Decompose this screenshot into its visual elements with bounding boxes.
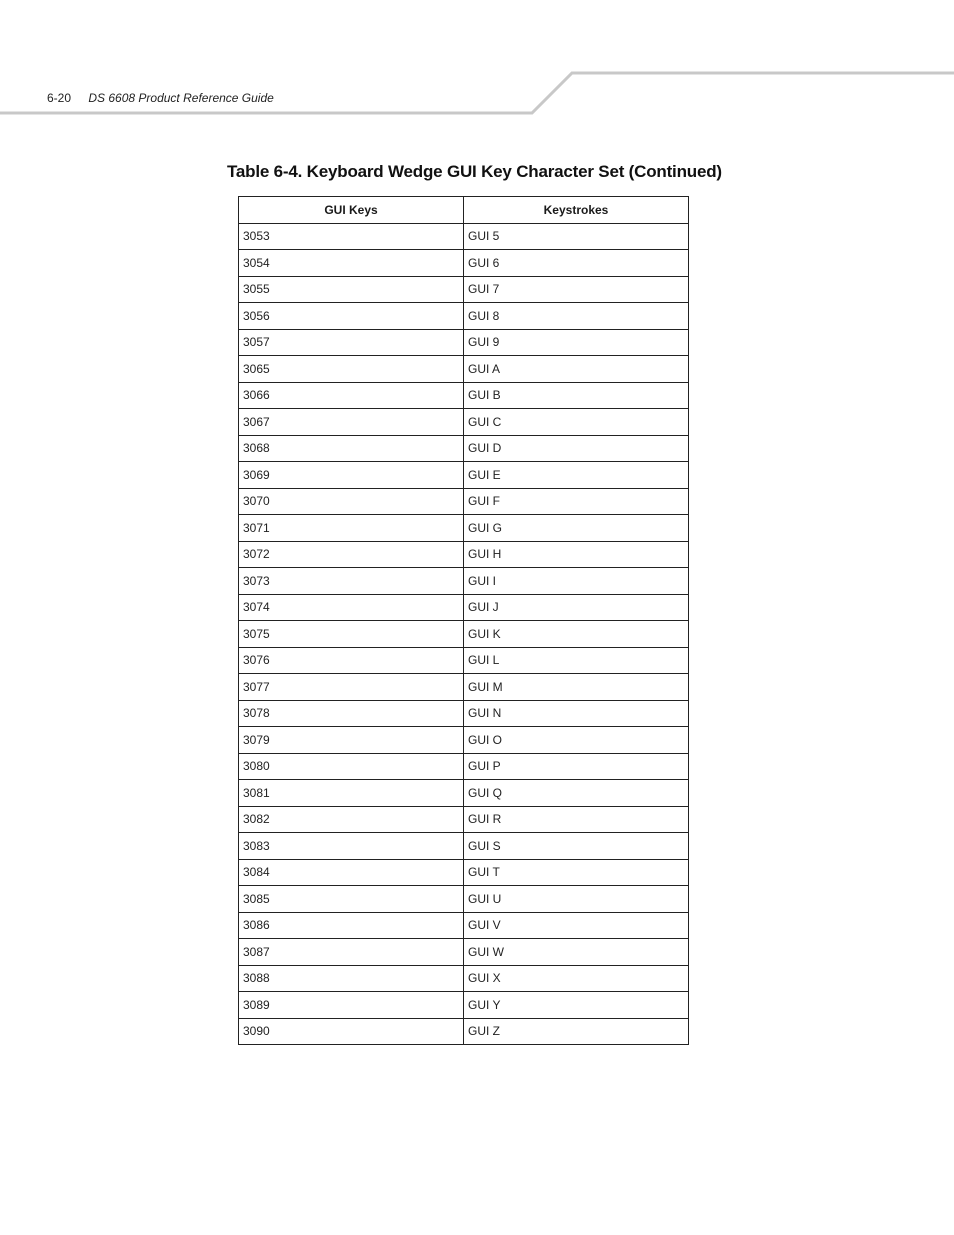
keystroke-cell: GUI I	[464, 568, 689, 595]
table-header-row	[239, 197, 689, 224]
gui-key-cell: 3085	[239, 886, 464, 913]
keystroke-cell: GUI Y	[464, 992, 689, 1019]
table-row	[239, 992, 689, 1019]
table-row	[239, 329, 689, 356]
gui-key-cell: 3074	[239, 594, 464, 621]
gui-key-cell: 3055	[239, 276, 464, 303]
keystroke-cell: GUI D	[464, 435, 689, 462]
gui-key-cell: 3076	[239, 647, 464, 674]
gui-key-cell: 3081	[239, 780, 464, 807]
keystroke-cell: GUI X	[464, 965, 689, 992]
table-row	[239, 488, 689, 515]
keystroke-cell: GUI J	[464, 594, 689, 621]
table-row	[239, 250, 689, 277]
table-row	[239, 965, 689, 992]
gui-key-cell: 3065	[239, 356, 464, 383]
keystroke-cell: GUI M	[464, 674, 689, 701]
table-row	[239, 939, 689, 966]
gui-key-cell: 3073	[239, 568, 464, 595]
table-row	[239, 382, 689, 409]
gui-key-cell: 3056	[239, 303, 464, 330]
gui-key-cell: 3054	[239, 250, 464, 277]
table-row	[239, 356, 689, 383]
keystroke-cell: GUI E	[464, 462, 689, 489]
table-row	[239, 515, 689, 542]
column-header-gui-keys: GUI Keys	[239, 197, 464, 224]
keystroke-cell: GUI A	[464, 356, 689, 383]
keystroke-cell: GUI Q	[464, 780, 689, 807]
keystroke-cell: GUI 5	[464, 223, 689, 250]
gui-key-cell: 3078	[239, 700, 464, 727]
table-row	[239, 435, 689, 462]
gui-key-cell: 3079	[239, 727, 464, 754]
table-row	[239, 780, 689, 807]
gui-key-cell: 3082	[239, 806, 464, 833]
table-row	[239, 806, 689, 833]
gui-key-cell: 3084	[239, 859, 464, 886]
keystroke-cell: GUI O	[464, 727, 689, 754]
keystroke-cell: GUI S	[464, 833, 689, 860]
table-row	[239, 859, 689, 886]
keystroke-cell: GUI R	[464, 806, 689, 833]
keystroke-cell: GUI 9	[464, 329, 689, 356]
table-row	[239, 462, 689, 489]
gui-key-cell: 3088	[239, 965, 464, 992]
gui-key-table	[238, 196, 689, 1045]
gui-key-cell: 3072	[239, 541, 464, 568]
gui-key-cell: 3083	[239, 833, 464, 860]
gui-key-cell: 3077	[239, 674, 464, 701]
table-row	[239, 1018, 689, 1045]
column-header-keystrokes: Keystrokes	[464, 197, 689, 224]
guide-title: DS 6608 Product Reference Guide	[88, 91, 274, 105]
gui-key-cell: 3069	[239, 462, 464, 489]
table-row	[239, 541, 689, 568]
gui-key-cell: 3057	[239, 329, 464, 356]
gui-key-cell: 3089	[239, 992, 464, 1019]
table-row	[239, 833, 689, 860]
table-row	[239, 594, 689, 621]
keystroke-cell: GUI N	[464, 700, 689, 727]
keystroke-cell: GUI W	[464, 939, 689, 966]
gui-key-cell: 3068	[239, 435, 464, 462]
gui-key-cell: 3070	[239, 488, 464, 515]
gui-key-cell: 3067	[239, 409, 464, 436]
keystroke-cell: GUI V	[464, 912, 689, 939]
running-head	[47, 91, 274, 105]
gui-key-cell: 3087	[239, 939, 464, 966]
table-row	[239, 700, 689, 727]
table-row	[239, 303, 689, 330]
keystroke-cell: GUI Z	[464, 1018, 689, 1045]
keystroke-cell: GUI U	[464, 886, 689, 913]
table-row	[239, 674, 689, 701]
page-number: 6-20	[47, 91, 72, 105]
keystroke-cell: GUI H	[464, 541, 689, 568]
keystroke-cell: GUI 8	[464, 303, 689, 330]
gui-key-cell: 3071	[239, 515, 464, 542]
table-body	[239, 223, 689, 1045]
table-row	[239, 647, 689, 674]
header-rule	[0, 0, 954, 130]
table-row	[239, 753, 689, 780]
gui-key-cell: 3080	[239, 753, 464, 780]
table-row	[239, 276, 689, 303]
table-row	[239, 223, 689, 250]
table-row	[239, 886, 689, 913]
keystroke-cell: GUI T	[464, 859, 689, 886]
table-row	[239, 727, 689, 754]
table-row	[239, 409, 689, 436]
gui-key-cell: 3075	[239, 621, 464, 648]
gui-key-cell: 3090	[239, 1018, 464, 1045]
gui-key-cell: 3053	[239, 223, 464, 250]
table-row	[239, 621, 689, 648]
gui-key-cell: 3086	[239, 912, 464, 939]
keystroke-cell: GUI K	[464, 621, 689, 648]
keystroke-cell: GUI C	[464, 409, 689, 436]
keystroke-cell: GUI P	[464, 753, 689, 780]
table-title: Table 6-4. Keyboard Wedge GUI Key Character Set (Continued)	[227, 162, 722, 181]
table-row	[239, 912, 689, 939]
keystroke-cell: GUI G	[464, 515, 689, 542]
gui-key-cell: 3066	[239, 382, 464, 409]
keystroke-cell: GUI F	[464, 488, 689, 515]
keystroke-cell: GUI 7	[464, 276, 689, 303]
keystroke-cell: GUI 6	[464, 250, 689, 277]
keystroke-cell: GUI L	[464, 647, 689, 674]
table-row	[239, 568, 689, 595]
keystroke-cell: GUI B	[464, 382, 689, 409]
